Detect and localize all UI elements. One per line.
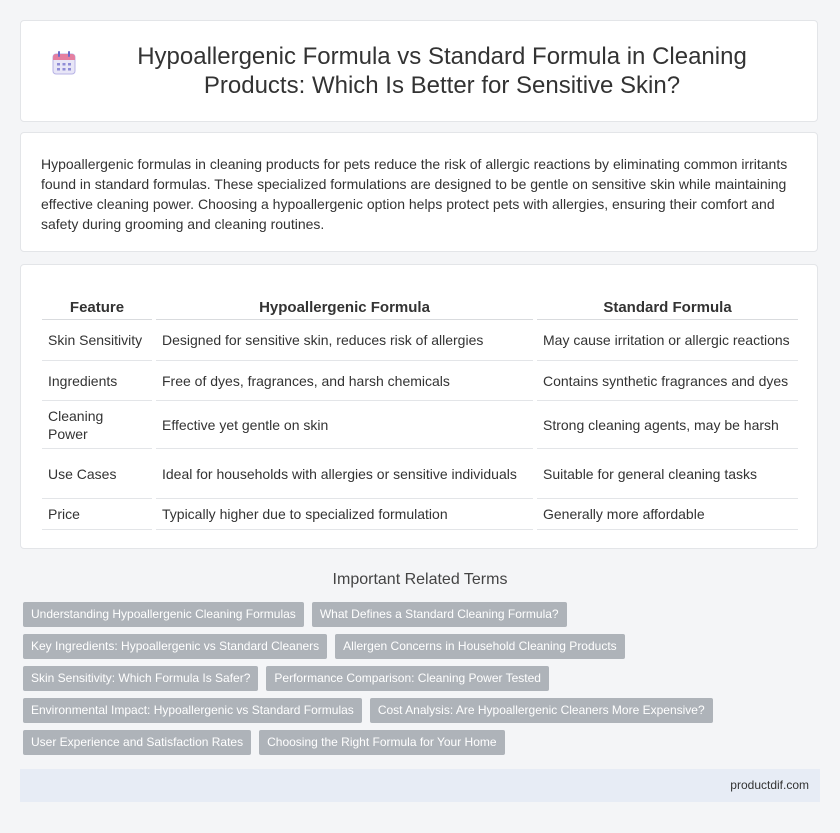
related-term-tag[interactable]: Choosing the Right Formula for Your Home [259, 730, 504, 755]
hypoallergenic-cell: Ideal for households with allergies or sensitive individuals [156, 449, 533, 499]
feature-cell: Cleaning Power [42, 401, 152, 449]
standard-cell: Strong cleaning agents, may be harsh [537, 401, 798, 449]
standard-cell: Suitable for general cleaning tasks [537, 449, 798, 499]
table-row [42, 320, 798, 361]
calendar-icon [51, 50, 77, 76]
table-row [42, 449, 798, 499]
footer [20, 769, 820, 802]
header-hypoallergenic: Hypoallergenic Formula [156, 297, 533, 320]
feature-cell: Ingredients [42, 361, 152, 401]
site-link[interactable]: productdif.com [730, 778, 809, 792]
table-header-row [42, 297, 798, 320]
comparison-card [20, 264, 818, 549]
related-term-tag[interactable]: Allergen Concerns in Household Cleaning Products [335, 634, 625, 659]
related-terms-list [23, 602, 823, 762]
intro-card [20, 132, 818, 252]
title-card [20, 20, 818, 122]
table-row [42, 401, 798, 449]
header-standard: Standard Formula [537, 297, 798, 320]
comparison-table [42, 297, 798, 530]
standard-cell: Generally more affordable [537, 499, 798, 530]
table-row [42, 361, 798, 401]
table-row [42, 499, 798, 530]
feature-cell: Price [42, 499, 152, 530]
related-terms-heading: Important Related Terms [332, 571, 508, 588]
feature-cell: Use Cases [42, 449, 152, 499]
hypoallergenic-cell: Designed for sensitive skin, reduces risk of allergies [156, 320, 533, 361]
related-term-tag[interactable]: Understanding Hypoallergenic Cleaning Formulas [23, 602, 304, 627]
header-feature: Feature [42, 297, 152, 320]
intro-paragraph: Hypoallergenic formulas in cleaning products for pets reduce the risk of allergic reactions by eliminating common irritants found in standard formulas. These specialized formulations are designed to be gentle on sensitive skin while maintaining effective cleaning power. Choosing a hypoallergenic option helps protect pets with allergies, ensuring their comfort and safety during grooming and cleaning routines. [41, 156, 788, 232]
related-term-tag[interactable]: Skin Sensitivity: Which Formula Is Safer? [23, 666, 258, 691]
hypoallergenic-cell: Typically higher due to specialized formulation [156, 499, 533, 530]
feature-cell: Skin Sensitivity [42, 320, 152, 361]
related-term-tag[interactable]: What Defines a Standard Cleaning Formula? [312, 602, 567, 627]
standard-cell: May cause irritation or allergic reactions [537, 320, 798, 361]
related-term-tag[interactable]: Key Ingredients: Hypoallergenic vs Standard Cleaners [23, 634, 327, 659]
page-title: Hypoallergenic Formula vs Standard Formula in Cleaning Products: Which Is Better for Sensitive Skin? [137, 43, 747, 99]
hypoallergenic-cell: Effective yet gentle on skin [156, 401, 533, 449]
related-term-tag[interactable]: Cost Analysis: Are Hypoallergenic Cleaners More Expensive? [370, 698, 713, 723]
hypoallergenic-cell: Free of dyes, fragrances, and harsh chemicals [156, 361, 533, 401]
related-term-tag[interactable]: Environmental Impact: Hypoallergenic vs Standard Formulas [23, 698, 362, 723]
related-term-tag[interactable]: User Experience and Satisfaction Rates [23, 730, 251, 755]
standard-cell: Contains synthetic fragrances and dyes [537, 361, 798, 401]
related-term-tag[interactable]: Performance Comparison: Cleaning Power Tested [266, 666, 549, 691]
